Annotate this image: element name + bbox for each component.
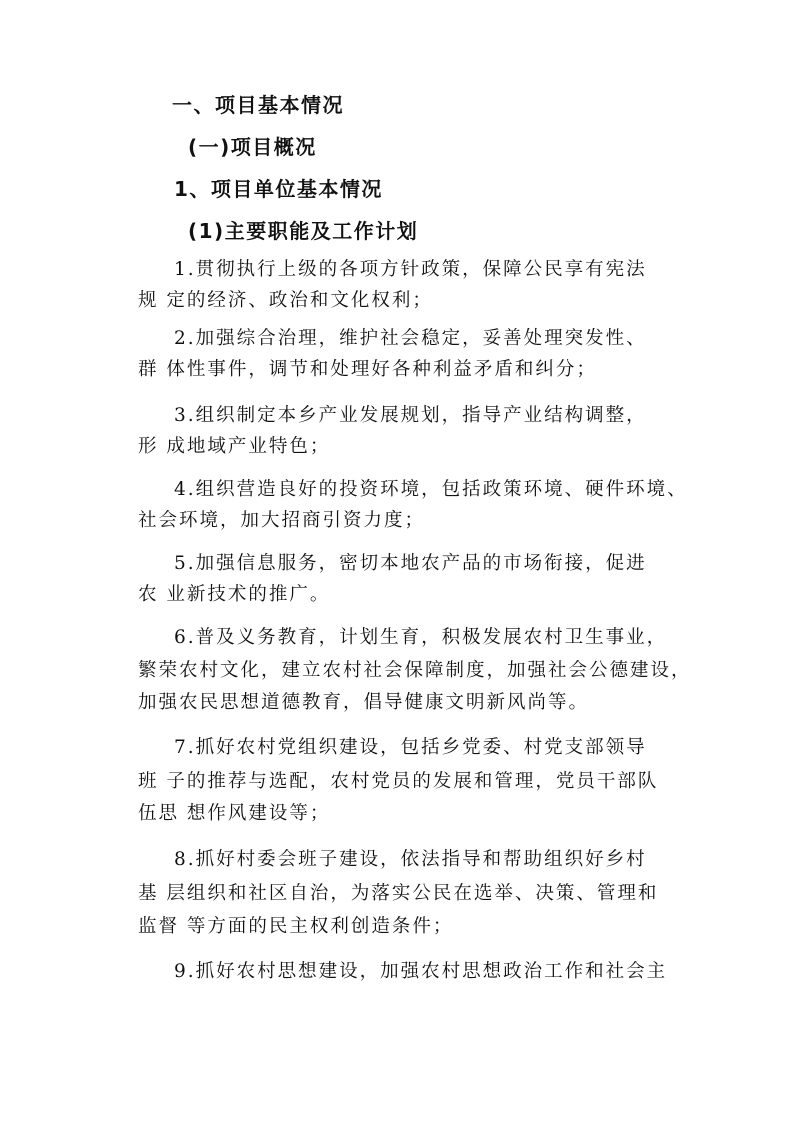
item-9-line-1: 9.抓好农村思想建设，加强农村思想政治工作和社会主 xyxy=(174,961,668,982)
item-8-line-3: 监督 等方面的民主权利创造条件； xyxy=(138,916,454,937)
item-1-line-1: 1.贯彻执行上级的各项方针政策，保障公民享有宪法 xyxy=(174,259,647,280)
item-5-line-1: 5.加强信息服务，密切本地农产品的市场衔接，促进 xyxy=(174,553,647,574)
item-6-line-1: 6.普及义务教育，计划生育，积极发展农村卫生事业， xyxy=(174,627,668,648)
heading-functions-plan: (1)主要职能及工作计划 xyxy=(188,219,419,243)
heading-unit-info: 1、项目单位基本情况 xyxy=(174,177,383,201)
item-2-line-2: 群 体性事件，调节和处理好各种利益矛盾和纠分； xyxy=(138,359,597,380)
heading-section-1: 一、项目基本情况 xyxy=(172,93,344,117)
item-2-line-1: 2.加强综合治理，维护社会稳定，妥善处理突发性、 xyxy=(174,328,647,349)
item-4-line-1: 4.组织营造良好的投资环境，包括政策环境、硬件环境、 xyxy=(174,479,688,500)
item-4-line-2: 社会环境，加大招商引资力度； xyxy=(138,510,426,531)
item-7-line-3: 伍思 想作风建设等； xyxy=(138,803,331,824)
item-7-line-2: 班 子的推荐与选配，农村党员的发展和管理，党员干部队 xyxy=(138,771,659,792)
item-6-line-2: 繁荣农村文化，建立农村社会保障制度，加强社会公德建设， xyxy=(138,660,692,681)
item-3-line-1: 3.组织制定本乡产业发展规划，指导产业结构调整， xyxy=(174,405,647,426)
item-6-line-3: 加强农民思想道德教育，倡导健康文明新风尚等。 xyxy=(138,692,590,713)
item-3-line-2: 形 成地域产业特色； xyxy=(138,436,331,457)
item-8-line-1: 8.抓好村委会班子建设，依法指导和帮助组织好乡村 xyxy=(174,849,647,870)
heading-overview: (一)项目概况 xyxy=(188,135,317,159)
item-8-line-2: 基 层组织和社区自治，为落实公民在选举、决策、管理和 xyxy=(138,883,659,904)
item-1-line-2: 规 定的经济、政治和文化权利； xyxy=(138,290,433,311)
item-5-line-2: 农 业新技术的推广。 xyxy=(138,584,331,605)
item-7-line-1: 7.抓好农村党组织建设，包括乡党委、村党支部领导 xyxy=(174,737,647,758)
